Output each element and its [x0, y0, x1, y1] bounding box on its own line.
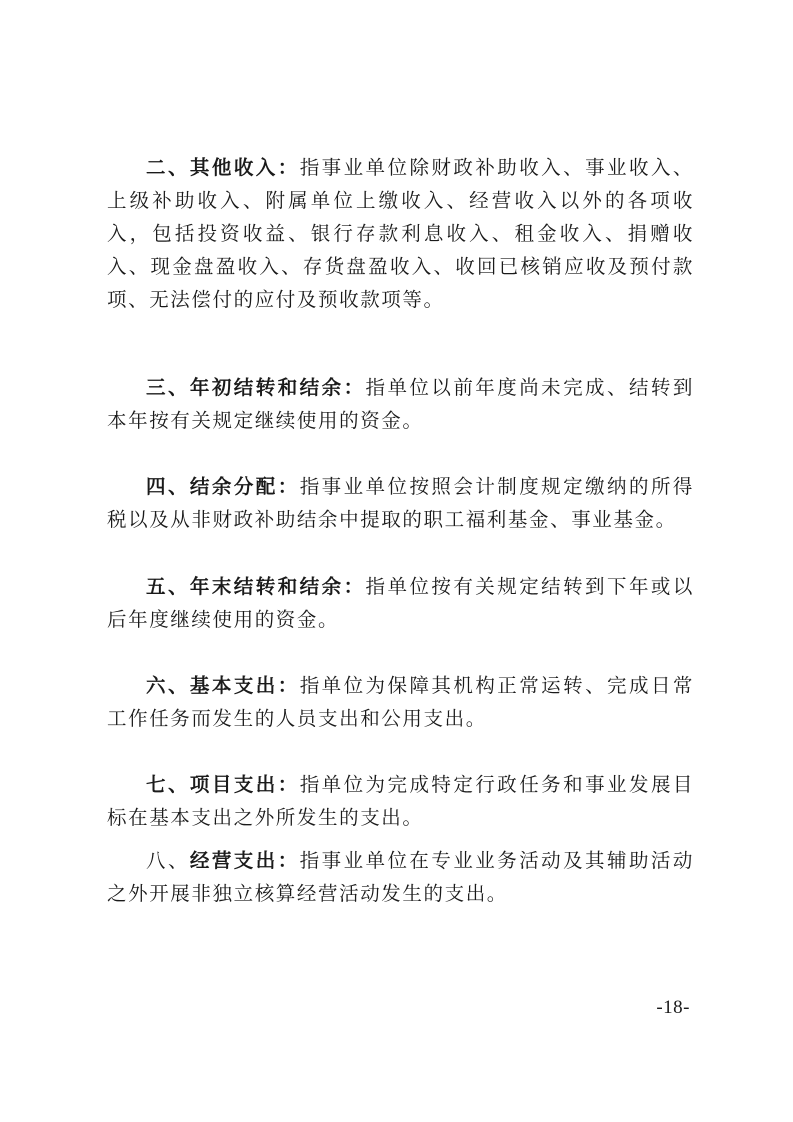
definition-operating-expenditure: 指事业单位在专业业务活动及其辅助活动之外开展非独立核算经营活动发生的支出。: [107, 849, 694, 905]
term-operating-expenditure: 经营支出：: [189, 849, 300, 872]
term-project-expenditure: 七、项目支出：: [146, 773, 300, 796]
term-other-income: 二、其他收入：: [146, 156, 300, 179]
paragraph-basic-expenditure: [107, 669, 694, 735]
definition-basic-expenditure: 指单位为保障其机构正常运转、完成日常工作任务而发生的人员支出和公用支出。: [107, 674, 694, 730]
paragraph-ending-carryover: [107, 570, 694, 636]
definition-project-expenditure: 指单位为完成特定行政任务和事业发展目标在基本支出之外所发生的支出。: [107, 773, 694, 829]
paragraph-operating-expenditure: [107, 844, 694, 910]
paragraph-other-income: [107, 151, 694, 316]
definition-other-income: 指事业单位除财政补助收入、事业收入、上级补助收入、附属单位上缴收入、经营收入以外的各项收入，包括投资收益、银行存款利息收入、租金收入、捐赠收入、现金盘盈收入、存货盘盈收入、收回已核销应收及预付款项、无法偿付的应付及预收款项等。: [107, 156, 694, 311]
term-surplus-distribution: 四、结余分配：: [146, 475, 300, 498]
term-beginning-carryover: 三、年初结转和结余：: [146, 376, 366, 399]
paragraph-project-expenditure: [107, 768, 694, 834]
paragraph-beginning-carryover: [107, 371, 694, 437]
term-ending-carryover: 五、年末结转和结余：: [146, 575, 366, 598]
definition-surplus-distribution: 指事业单位按照会计制度规定缴纳的所得税以及从非财政补助结余中提取的职工福利基金、事业基金。: [107, 475, 694, 531]
definition-ending-carryover: 指单位按有关规定结转到下年或以后年度继续使用的资金。: [107, 575, 694, 631]
paragraph-surplus-distribution: [107, 470, 694, 536]
page-number: -18-: [656, 997, 690, 1018]
term-prefix-operating-expenditure: 八、: [146, 849, 190, 872]
definition-beginning-carryover: 指单位以前年度尚未完成、结转到本年按有关规定继续使用的资金。: [107, 376, 694, 432]
term-basic-expenditure: 六、基本支出：: [146, 674, 300, 697]
